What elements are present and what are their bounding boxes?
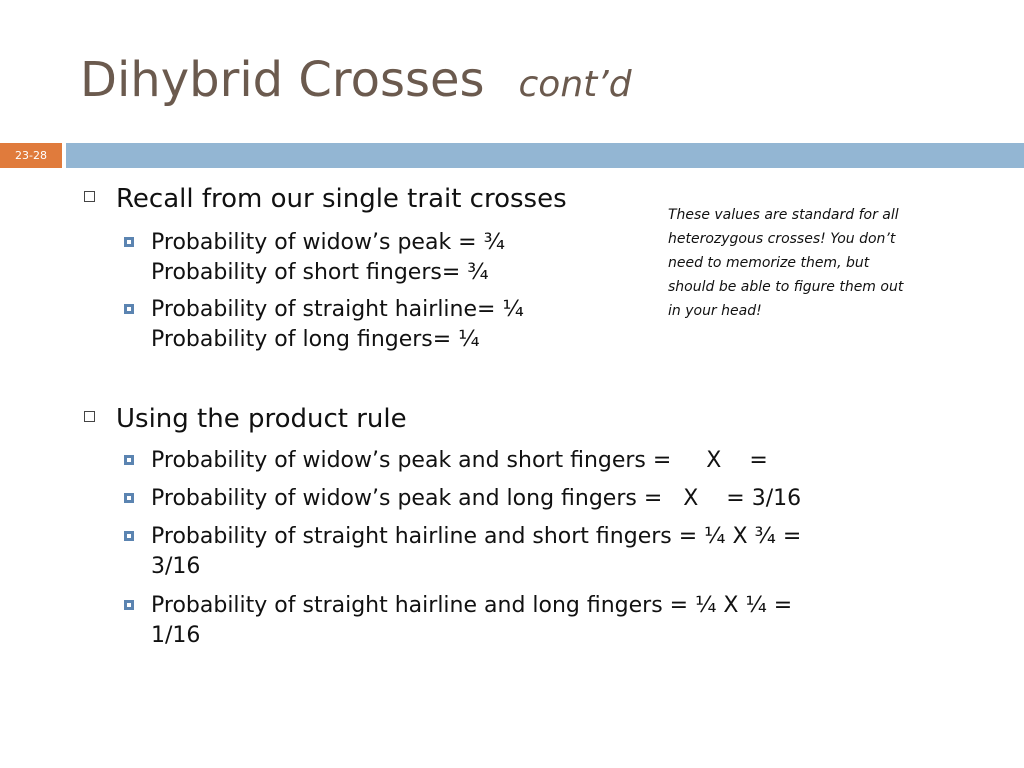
list-item	[124, 484, 801, 514]
list-item	[124, 522, 801, 582]
section-heading-product-rule	[84, 404, 407, 434]
list-item-text: Probability of straight hairline= ¼	[151, 297, 524, 322]
slide-title	[80, 52, 632, 108]
title-subtitle: cont’d	[518, 64, 632, 105]
square-bullet-icon	[84, 191, 95, 202]
filled-square-bullet-icon	[124, 531, 134, 541]
list-item-text: 1/16	[151, 623, 201, 648]
side-note: These values are standard for all heterozygous crosses! You don’t need to memorize them, but should be able to figure them out in your head!	[668, 207, 904, 319]
slide-number-badge: 23-28	[0, 143, 62, 168]
list-item	[124, 591, 792, 651]
section-heading-text: Recall from our single trait crosses	[116, 184, 567, 214]
list-item-text: Probability of long fingers= ¼	[151, 327, 480, 352]
header-bar	[66, 143, 1024, 168]
filled-square-bullet-icon	[124, 493, 134, 503]
title-main: Dihybrid Crosses	[80, 52, 485, 108]
list-item	[124, 228, 505, 288]
filled-square-bullet-icon	[124, 237, 134, 247]
list-item-text: Probability of widow’s peak and long fingers = X = 3/16	[151, 486, 802, 511]
list-item-text: Probability of straight hairline and short fingers = ¼ X ¾ =	[151, 524, 802, 549]
list-item	[124, 446, 768, 476]
section-heading-recall	[84, 184, 567, 214]
list-item-text: Probability of straight hairline and long fingers = ¼ X ¼ =	[151, 593, 793, 618]
list-item-text: Probability of widow’s peak = ¾	[151, 230, 505, 255]
list-item-text: Probability of short fingers= ¾	[151, 260, 489, 285]
square-bullet-icon	[84, 411, 95, 422]
list-item-text: 3/16	[151, 554, 201, 579]
filled-square-bullet-icon	[124, 600, 134, 610]
filled-square-bullet-icon	[124, 304, 134, 314]
filled-square-bullet-icon	[124, 455, 134, 465]
section-heading-text: Using the product rule	[116, 404, 407, 434]
list-item-text: Probability of widow’s peak and short fingers = X =	[151, 448, 768, 473]
list-item	[124, 295, 524, 355]
